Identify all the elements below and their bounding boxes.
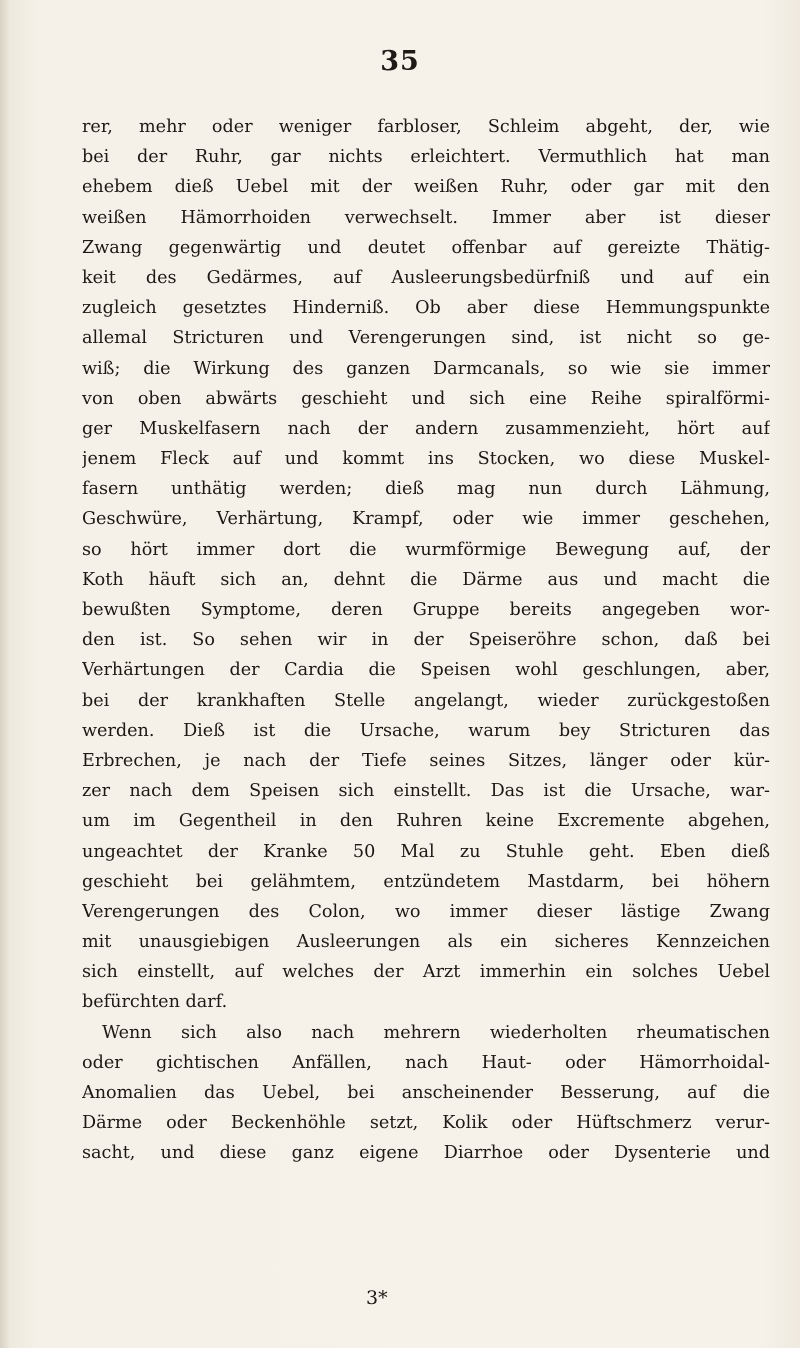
text-line: bei der krankhaften Stelle angelangt, wieder zurückgestoßen	[82, 690, 770, 711]
text-line: Zwang gegenwärtig und deutet offenbar auf gereizte Thätig-	[82, 237, 770, 258]
text-line: sich einstellt, auf welches der Arzt immerhin ein solches Uebel	[82, 962, 770, 983]
text-line: ger Muskelfasern nach der andern zusammenzieht, hört auf	[82, 418, 770, 439]
text-line: von oben abwärts geschieht und sich eine Reihe spiralförmi-	[82, 388, 770, 409]
text-line: Verhärtungen der Cardia die Speisen wohl geschlungen, aber,	[82, 660, 770, 681]
text-line: bei der Ruhr, gar nichts erleichtert. Vermuthlich hat man	[82, 147, 770, 168]
text-line: bewußten Symptome, deren Gruppe bereits angegeben wor-	[82, 600, 770, 620]
text-line: zugleich gesetztes Hinderniß. Ob aber diese Hemmungspunkte	[82, 298, 770, 319]
text-line: Wenn sich also nach mehrern wiederholten rheumatischen	[102, 1022, 770, 1043]
text-line: Geschwüre, Verhärtung, Krampf, oder wie immer geschehen,	[82, 509, 770, 530]
text-line: mit unausgiebigen Ausleerungen als ein sicheres Kennzeichen	[82, 932, 770, 953]
text-line: allemal Stricturen und Verengerungen sind, ist nicht so ge-	[82, 328, 770, 349]
text-line: so hört immer dort die wurmförmige Bewegung auf, der	[82, 539, 770, 560]
text-line: fasern unthätig werden; dieß mag nun durch Lähmung,	[82, 479, 770, 500]
text-line: rer, mehr oder weniger farbloser, Schleim abgeht, der, wie	[82, 117, 770, 137]
page-gutter-shadow	[0, 0, 10, 1348]
text-line: Anomalien das Uebel, bei anscheinender Besserung, auf die	[82, 1083, 770, 1103]
text-line: geschieht bei gelähmtem, entzündetem Mastdarm, bei höhern	[82, 871, 770, 892]
paragraph	[82, 1018, 770, 1169]
text-line: Koth häuft sich an, dehnt die Därme aus und macht die	[82, 569, 770, 590]
text-line: sacht, und diese ganz eigene Diarrhoe oder Dysenterie und	[82, 1143, 770, 1164]
text-line: oder gichtischen Anfällen, nach Haut- oder Hämorrhoidal-	[82, 1052, 770, 1073]
text-line: ungeachtet der Kranke 50 Mal zu Stuhle geht. Eben dieß	[82, 841, 770, 862]
text-line: weißen Hämorrhoiden verwechselt. Immer aber ist dieser	[82, 207, 770, 228]
text-line: wiß; die Wirkung des ganzen Darmcanals, so wie sie immer	[82, 358, 770, 379]
page-number: 35	[380, 46, 420, 77]
text-line: Därme oder Beckenhöhle setzt, Kolik oder Hüftschmerz verur-	[82, 1113, 770, 1134]
text-line: um im Gegentheil in den Ruhren keine Excremente abgehen,	[82, 811, 770, 832]
body-text	[82, 112, 770, 1169]
signature-mark: 3*	[366, 1287, 388, 1309]
text-line: den ist. So sehen wir in der Speiseröhre schon, daß bei	[82, 630, 770, 651]
text-line: werden. Dieß ist die Ursache, warum bey Stricturen das	[82, 720, 770, 741]
text-line: befürchten darf.	[82, 992, 228, 1013]
text-line: keit des Gedärmes, auf Ausleerungsbedürfniß und auf ein	[82, 267, 770, 288]
text-line: ehebem dieß Uebel mit der weißen Ruhr, oder gar mit den	[82, 177, 770, 198]
text-line: zer nach dem Speisen sich einstellt. Das ist die Ursache, war-	[82, 781, 770, 802]
text-line: jenem Fleck auf und kommt ins Stocken, wo diese Muskel-	[82, 449, 770, 470]
text-line: Verengerungen des Colon, wo immer dieser lästige Zwang	[82, 901, 770, 922]
paragraph	[82, 112, 770, 1018]
text-line: Erbrechen, je nach der Tiefe seines Sitzes, länger oder kür-	[82, 750, 770, 771]
